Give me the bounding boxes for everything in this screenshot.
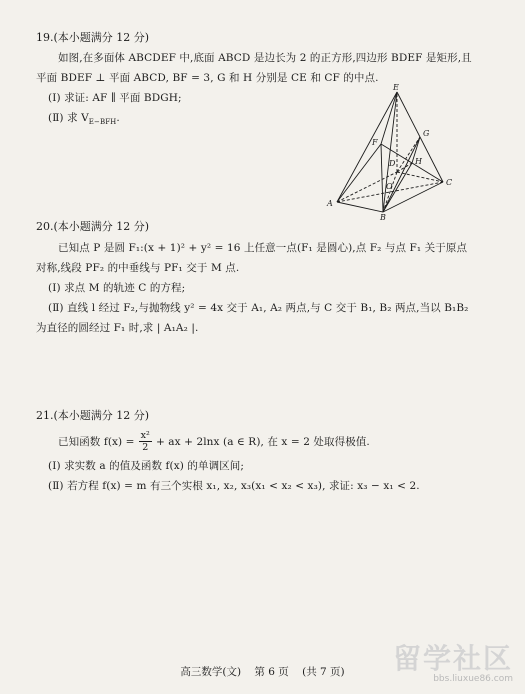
q19-header: 19.(本小题满分 12 分) — [36, 31, 150, 44]
edge-FB — [381, 144, 383, 212]
q20-line-1: 已知点 P 是圆 F₁:(x + 1)² + y² = 16 上任意一点(F₁ 是圆心),点 F₂ 与点 F₁ 关于原点 — [58, 242, 468, 254]
edge-FA — [337, 144, 381, 202]
q21-part-1: (Ⅰ) 求实数 a 的值及函数 f(x) 的单调区间; — [48, 460, 245, 472]
q20-line-last: 为直径的圆经过 F₁ 时,求 | A₁A₂ |. — [36, 322, 199, 334]
q19-part-2 — [48, 110, 120, 126]
label-C: C — [446, 178, 453, 187]
label-D: D — [389, 159, 396, 168]
q21-header: 21.(本小题满分 12 分) — [36, 409, 150, 422]
label-A: A — [327, 199, 333, 208]
q19-part-1: (Ⅰ) 求证: AF ∥ 平面 BDGH; — [48, 92, 182, 104]
q19-line-1: 如图,在多面体 ABCDEF 中,底面 ABCD 是边长为 2 的正方形,四边形 BDEF 是矩形,且 — [58, 52, 472, 64]
q19-part-2-text: (Ⅱ) 求 V — [48, 112, 89, 124]
q20-header: 20.(本小题满分 12 分) — [36, 220, 150, 233]
edge-AB — [337, 202, 383, 212]
q21-line-1 — [58, 430, 370, 453]
q19-line-2: 平面 BDEF ⊥ 平面 ABCD, BF = 3, G 和 H 分别是 CE 和 CF 的中点. — [36, 72, 379, 84]
q20-part-1: (Ⅰ) 求点 M 的轨迹 C 的方程; — [48, 282, 186, 294]
q21-line-1-a: 已知函数 f(x) = — [58, 436, 135, 448]
q21-line-1-b: + ax + 2lnx (a ∈ R), 在 x = 2 处取得极值. — [155, 436, 370, 448]
q21-fraction — [139, 430, 152, 453]
q20-line-2: 对称,线段 PF₂ 的中垂线与 PF₁ 交于 M 点. — [36, 262, 240, 274]
label-O: O — [386, 182, 393, 191]
label-F: F — [372, 138, 378, 147]
footer-subject: 高三数学(文) — [180, 666, 242, 678]
watermark-logo — [393, 644, 513, 684]
footer-total: (共 7 页) — [302, 666, 345, 678]
q19-part-2-subscript: E−BFH — [88, 118, 117, 127]
label-G: G — [423, 129, 430, 138]
label-B: B — [380, 213, 386, 222]
label-E: E — [393, 83, 399, 92]
watermark-url: bbs.liuxue86.com — [433, 674, 513, 684]
q21-fraction-denominator: 2 — [142, 442, 149, 453]
q19-part-2-end: . — [116, 112, 120, 124]
watermark-main: 留学社区 — [392, 642, 513, 675]
edge-EF — [381, 92, 397, 144]
label-H: H — [415, 157, 422, 166]
edge-DG — [397, 137, 420, 172]
q21-fraction-numerator: x² — [140, 430, 150, 441]
q20-part-2: (Ⅱ) 直线 l 经过 F₂,与抛物线 y² = 4x 交于 A₁, A₂ 两点,与 C 交于 B₁, B₂ 两点,当以 B₁B₂ — [48, 302, 469, 314]
footer-page: 第 6 页 — [254, 666, 289, 678]
polyhedron-figure — [325, 82, 475, 222]
q21-part-2: (Ⅱ) 若方程 f(x) = m 有三个实根 x₁, x₂, x₃(x₁ < x₂ < x₃), 求证: x₃ − x₁ < 2. — [48, 480, 420, 492]
